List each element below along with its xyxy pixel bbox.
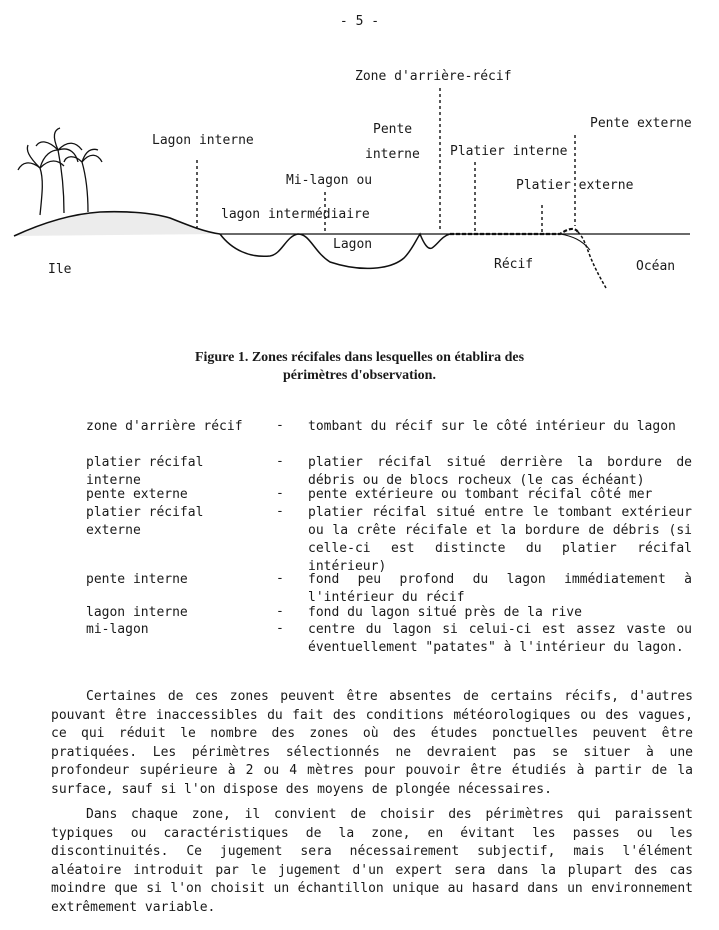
glossary-definition: pente extérieure ou tombant récifal côté mer: [308, 487, 653, 502]
glossary-dash: -: [276, 571, 284, 586]
label-lagon-interne: Lagon interne: [152, 133, 254, 148]
glossary-term: platier récifal interne: [86, 455, 204, 488]
glossary-term: lagon interne: [86, 605, 188, 620]
glossary-dash: -: [276, 604, 284, 619]
label-ile: Ile: [48, 262, 72, 277]
island-fill: [14, 212, 220, 236]
glossary-definition: centre du lagon si celui-ci est assez vaste ou éventuellement "patates" à l'intérieur du lagon.: [308, 622, 692, 655]
glossary-definition: fond peu profond du lagon immédiatement à l'intérieur du récif: [308, 572, 692, 605]
glossary-term: pente interne: [86, 572, 188, 587]
body-paragraph: Dans chaque zone, il convient de choisir des périmètres qui paraissent typiques ou caractéristiques de la zone, en évitant les passes ou les discontinuités. Ce jugement sera nécessairement subjectif, mais l'élément aléatoire introduit par le jugement d'un expert sera dans la plupart des cas moindre que si l'on choisit un échantillon unique au hasard dans un environnement extrêmement variable.: [51, 807, 693, 915]
glossary-term: pente externe: [86, 487, 188, 502]
label-pente-interne-line1: Pente: [373, 122, 413, 137]
glossary-definition: tombant du récif sur le côté intérieur du lagon: [308, 419, 676, 434]
glossary-definition: platier récifal situé derrière la bordure de débris ou de blocs rocheux (le cas échéant): [308, 455, 692, 488]
figure-caption-line1: Figure 1. Zones récifales dans lesquelles on établira des: [194, 350, 525, 365]
label-recif: Récif: [494, 257, 534, 272]
label-platier-interne: Platier interne: [450, 144, 568, 159]
glossary-definition: platier récifal situé entre le tombant extérieur ou la crête récifale et la bordure de débris (si celle-ci est distincte du platier récifal intérieur): [308, 505, 692, 574]
glossary-dash: -: [276, 486, 284, 501]
figure-caption-line2: périmètres d'observation.: [283, 368, 436, 383]
label-mi-lagon-line2: lagon intermédiaire: [221, 207, 370, 222]
label-mi-lagon-line1: Mi-lagon ou: [286, 173, 373, 188]
glossary-term: zone d'arrière récif: [86, 419, 243, 434]
palm-tree-icon: [18, 128, 102, 215]
glossary-dash: -: [276, 418, 284, 433]
glossary-dash: -: [276, 454, 284, 469]
label-platier-externe: Platier externe: [516, 178, 634, 193]
label-pente-externe: Pente externe: [590, 116, 692, 131]
label-pente-interne-line2: interne: [365, 147, 420, 162]
label-zone-arriere-recif: Zone d'arrière-récif: [355, 69, 512, 84]
label-lagon: Lagon: [333, 237, 373, 252]
body-paragraph: Certaines de ces zones peuvent être absentes de certains récifs, d'autres pouvant être inaccessibles du fait des conditions météorologiques ou des vagues, ce qui réduit le nombre des zones où des études ponctuelles peuvent être pratiquées. Les périmètres sélectionnés ne devraient pas se situer à une profondeur supérieure à 2 ou 4 mètres pour pouvoir être étudiés à partir de la surface, sauf si l'on dispose des moyens de plongée nécessaires.: [51, 689, 693, 797]
label-ocean: Océan: [636, 259, 676, 274]
outer-slope: [578, 232, 606, 288]
glossary-term: platier récifal externe: [86, 505, 204, 538]
page-number: - 5 -: [339, 14, 380, 29]
glossary-definition: fond du lagon situé près de la rive: [308, 605, 582, 620]
glossary-dash: -: [276, 621, 284, 636]
reef-flat: [450, 229, 578, 234]
glossary-term: mi-lagon: [86, 622, 149, 637]
glossary-dash: -: [276, 504, 284, 519]
